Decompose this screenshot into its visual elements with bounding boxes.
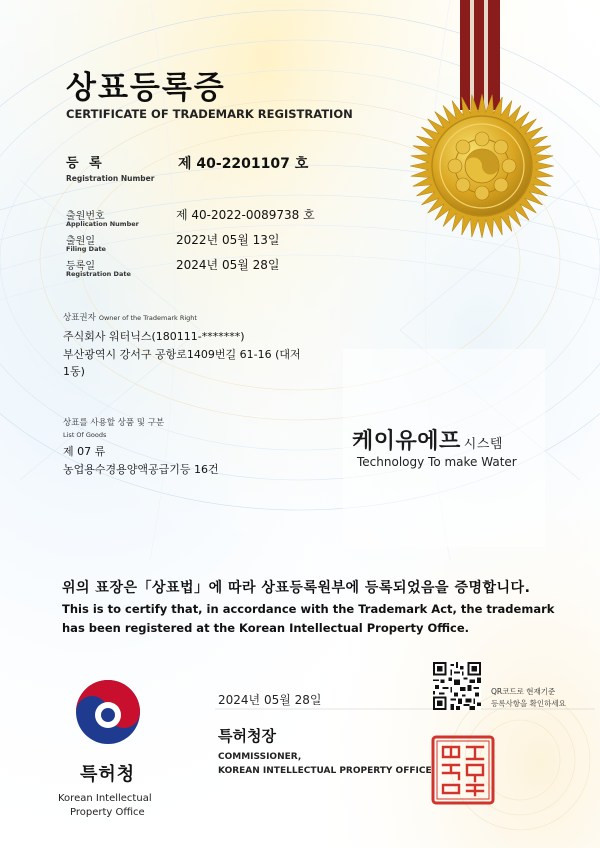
registration-label: 등 록 <box>66 156 105 171</box>
registration-date-label-en: Registration Date <box>66 270 131 278</box>
certificate-title: 상표등록증 <box>66 70 226 106</box>
owner-label <box>63 311 197 323</box>
qr-note-line1: QR코드로 현재기준 <box>491 687 556 696</box>
office-name-en-line1: Korean Intellectual <box>58 793 152 804</box>
commissioner-title-en-line2: KOREAN INTELLECTUAL PROPERTY OFFICE <box>218 766 432 776</box>
registration-number: 제 40-2201107 호 <box>178 156 309 172</box>
certification-text-en-line1: This is to certify that, in accordance with the Trademark Act, the trademark <box>62 602 555 616</box>
gold-seal-icon <box>408 92 556 240</box>
filing-date-value: 2022년 05월 13일 <box>176 233 280 247</box>
filing-date-label-en: Filing Date <box>66 245 106 253</box>
goods-description: 농업용수경용양액공급기등 16건 <box>63 463 219 476</box>
trademark-text-en: Technology To make Water <box>357 455 517 469</box>
commissioner-title-ko: 특허청장 <box>218 727 276 745</box>
commissioner-title-en-line1: COMMISSIONER, <box>218 752 302 762</box>
certification-text-ko: 위의 표장은「상표법」에 따라 상표등록원부에 등록되었음을 증명합니다. <box>62 580 531 596</box>
official-stamp-icon <box>431 735 495 805</box>
registration-label-en: Registration Number <box>66 174 155 183</box>
certification-text-en-line2: has been registered at the Korean Intellectual Property Office. <box>62 621 470 635</box>
application-number-label: 출원번호 <box>66 211 105 222</box>
goods-label: 상표를 사용할 상품 및 구분 <box>63 418 165 428</box>
trademark-text-ko <box>352 424 503 455</box>
kipo-logo-icon <box>75 679 141 745</box>
goods-class: 제 07 류 <box>63 445 106 458</box>
owner-address-line2: 1동) <box>63 365 85 378</box>
trademark-text-small: 시스템 <box>463 437 503 452</box>
goods-label-en: List Of Goods <box>63 431 107 439</box>
issue-date: 2024년 05월 28일 <box>218 693 322 707</box>
registration-date-value: 2024년 05월 28일 <box>176 258 280 272</box>
office-name-en-line2: Property Office <box>70 807 145 818</box>
qr-note-line2: 등록사항을 확인하세요 <box>491 699 566 708</box>
office-name-ko: 특허청 <box>80 764 136 785</box>
owner-label-ko: 상표권자 <box>63 313 96 323</box>
application-number-value: 제 40-2022-0089738 호 <box>176 208 315 222</box>
qr-code-icon[interactable] <box>433 662 481 710</box>
certificate-subtitle: CERTIFICATE OF TRADEMARK REGISTRATION <box>66 107 353 121</box>
registration-date-label: 등록일 <box>66 261 95 272</box>
application-number-label-en: Application Number <box>66 220 139 228</box>
owner-label-en: Owner of the Trademark Right <box>98 314 197 322</box>
owner-name: 주식회사 워터닉스(180111-*******) <box>63 330 245 343</box>
trademark-text-main: 케이유에프 <box>352 429 461 454</box>
filing-date-label: 출원일 <box>66 236 95 247</box>
owner-address-line1: 부산광역시 강서구 공항로1409번길 61-16 (대저 <box>63 348 301 361</box>
